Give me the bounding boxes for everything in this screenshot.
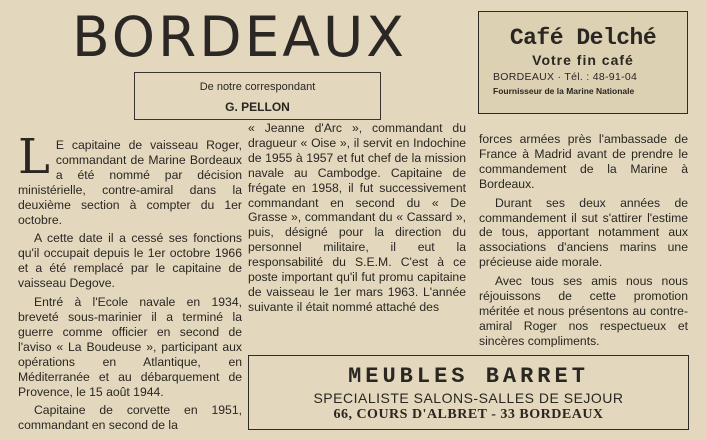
cafe-supplier: Fournisseur de la Marine Nationale xyxy=(493,86,635,96)
meubles-name: MEUBLES BARRET xyxy=(348,364,589,389)
meubles-specialty: SPECIALISTE SALONS-SALLES DE SEJOUR xyxy=(313,390,624,406)
correspondent-name: G. PELLON xyxy=(225,100,290,114)
article-paragraph: A cette date il a cessé ses fonctions qu'il occupait depuis le 1er octobre 1966 et a été remplacé par le capitaine de vaisseau Degove. xyxy=(18,231,242,291)
article-paragraph xyxy=(18,138,242,227)
meubles-address: 66, COURS D'ALBRET - 33 BORDEAUX xyxy=(333,407,604,422)
article-paragraph: Durant ses deux années de commandement il sut s'attirer l'estime de tous, apportant notamment aux associations d'anciens marins une précieuse aide morale. xyxy=(479,195,688,270)
article-paragraph: forces armées près l'ambassade de France à Madrid avant de prendre le commandement de la Marine à Bordeaux. xyxy=(479,132,688,191)
cafe-advertisement xyxy=(478,11,688,114)
drop-cap: L xyxy=(18,138,50,185)
article-text: E capitaine de vaisseau Roger, commandant de Marine Bordeaux a été nommé par décision ministérielle, contre-amiral dans la deuxième section à compter du 1er octobre. xyxy=(18,138,242,227)
cafe-tagline: Votre fin café xyxy=(532,52,634,68)
article-column-2 xyxy=(248,121,466,348)
article-paragraph: « Jeanne d'Arc », commandant du dragueur « Oise », il servit en Indochine de 1955 à 1957 et fut chef de la mission navale au Cambodge. Capitaine de frégate en 1958, il fut successivement commandant en second du « De Grasse », commandant du « Cassard », puis, désigné pour la direction du personnel militaire, il eut la responsabilité du S.E.M. C'est à ce poste important qu'il fut promu capitaine de vaisseau le 1er mars 1963. L'année suivante il était nommé attaché des xyxy=(248,121,466,314)
page-title: BORDEAUX xyxy=(72,5,407,69)
article-column-1 xyxy=(18,138,242,438)
article-paragraph: Capitaine de corvette en 1951, commandant en second de la xyxy=(18,403,242,433)
correspondent-label: De notre correspondant xyxy=(199,81,316,93)
article-paragraph: Avec tous ses amis nous nous réjouissons de cette promotion méritée et nous présentons au contre-amiral Roger nos respectueux et sincères compliments. xyxy=(479,274,688,347)
correspondent-box xyxy=(134,72,381,120)
meubles-advertisement xyxy=(248,355,689,430)
cafe-address: BORDEAUX · Tél. : 48-91-04 xyxy=(493,71,638,83)
article-paragraph: Entré à l'Ecole navale en 1934, breveté sous-marinier il a terminé la guerre comme officier en second de l'aviso « La Boudeuse », participant aux opérations en Atlantique, en Méditerranée et au débarquement de Provence, le 15 août 1944. xyxy=(18,295,242,399)
article-column-3 xyxy=(479,132,688,347)
cafe-name: Café Delché xyxy=(509,25,657,51)
